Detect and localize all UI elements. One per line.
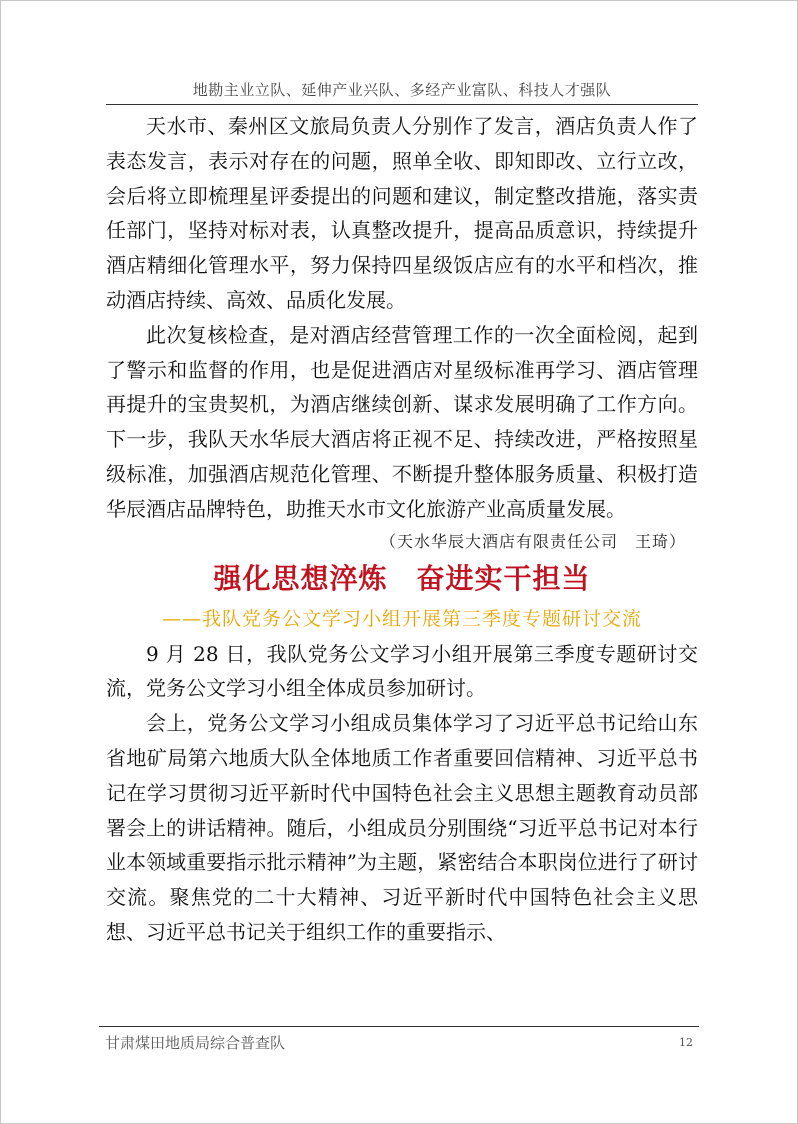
header-divider <box>106 104 698 105</box>
footer-divider <box>99 1026 699 1027</box>
article2-subtitle: ——我队党务公文学习小组开展第三季度专题研讨交流 <box>161 607 642 630</box>
footer-organization: 甘肃煤田地质局综合普查队 <box>105 1034 286 1052</box>
article1-paragraph-2: 此次复核检查，是对酒店经营管理工作的一次全面检阅，起到了警示和监督的作用，也是促进酒店对星级标准再学习、酒店管理再提升的宝贵契机，为酒店继续创新、谋求发展明确了工作方向。下一步，我队天水华辰大酒店将正视不足、持续改进，严格按照星级标准，加强酒店规范化管理、不断提升整体服务质量、积极打造华辰酒店品牌特色，助推天水市文化旅游产业高质量发展。 <box>106 322 698 521</box>
article2-title: 强化思想淬炼 奋进实干担当 <box>213 561 591 595</box>
article2-paragraph-1: 9 月 28 日，我队党务公文学习小组开展第三季度专题研讨交流，党务公文学习小组全体成员参加研讨。 <box>106 641 698 701</box>
page-body <box>106 109 698 950</box>
page-header: 地勘主业立队、延伸产业兴队、多经产业富队、科技人才强队 <box>192 81 612 99</box>
article1-signature: （天水华辰大酒店有限责任公司 王琦） <box>379 531 686 551</box>
page-number: 12 <box>679 1036 693 1049</box>
article1-paragraph-1: 天水市、秦州区文旅局负责人分别作了发言，酒店负责人作了表态发言，表示对存在的问题，照单全收、即知即改、立行立改，会后将立即梳理星评委提出的问题和建议，制定整改措施，落实责任部门，坚持对标对表，认真整改提升，提高品质意识，持续提升酒店精细化管理水平，努力保持四星级饭店应有的水平和档次，推动酒店持续、高效、品质化发展。 <box>106 114 698 312</box>
article2-paragraph-2: 会上，党务公文学习小组成员集体学习了习近平总书记给山东省地矿局第六地质大队全体地质工作者重要回信精神、习近平总书记在学习贯彻习近平新时代中国特色社会主义思想主题教育动员部署会上的讲话精神。随后，小组成员分别围绕“习近平总书记对本行业本领域重要指示批示精神”为主题，紧密结合本职岗位进行了研讨交流。聚焦党的二十大精神、习近平新时代中国特色社会主义思想、习近平总书记关于组织工作的重要指示、 <box>106 711 698 944</box>
